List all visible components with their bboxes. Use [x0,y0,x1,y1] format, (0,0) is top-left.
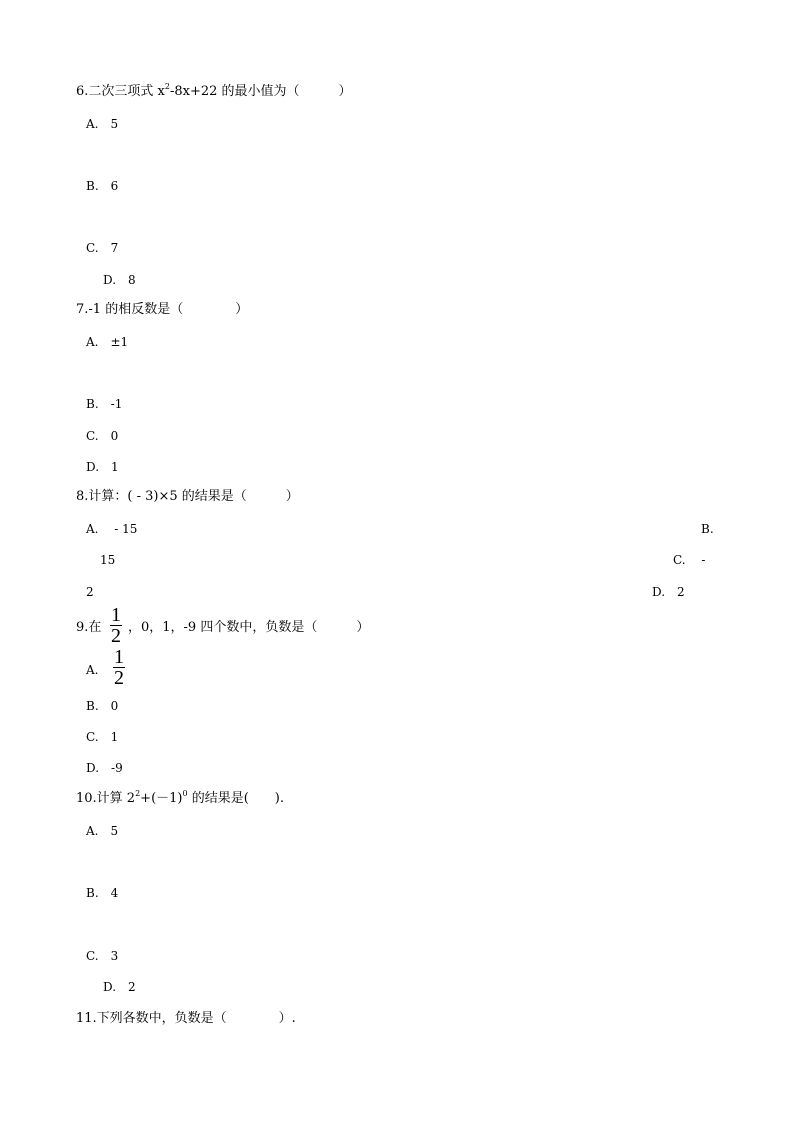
question-8-option-c-label: C. - [673,553,706,567]
question-10-option-c: C. 3 [86,949,119,963]
question-6-option-d: D. 8 [103,273,136,287]
question-9-stem-end: ，0，1，-9 四个数中，负数是（ ） [128,620,370,635]
question-7-option-b: B. -1 [86,397,123,411]
question-8-option-b-label: B. [701,522,714,536]
question-10-option-a: A. 5 [86,824,119,838]
question-8-option-c-value: 2 [86,585,94,599]
question-9-option-c: C. 1 [86,730,119,744]
question-10-option-b: B. 4 [86,886,119,900]
question-6-stem: 6.二次三项式 $x^2-8x+22$ 的最小值为（ ） [76,82,352,99]
question-7-stem: 7.-1 的相反数是（ ） [76,302,249,317]
question-9-fraction: $\frac{1}{2}$ [111,604,121,647]
question-11-stem: 11.下列各数中，负数是（ ）. [76,1011,296,1026]
question-7-option-a: A. ±1 [86,335,129,349]
question-6-option-a: A. 5 [86,117,119,131]
question-9-option-d: D. -9 [86,761,123,775]
question-8-option-d: D. 2 [652,585,685,599]
question-9-option-b: B. 0 [86,699,119,713]
question-8-stem: 8.计算：( - 3)×5 的结果是（ ） [76,489,299,504]
question-7-option-c: C. 0 [86,429,119,443]
question-8-option-a: A. - 15 [86,522,138,536]
question-10-stem: 10.计算 $2^2+(-1)^0$ 的结果是( ). [76,789,284,806]
question-8-option-b-value: 15 [100,553,116,567]
question-6-option-c: C. 7 [86,241,119,255]
question-7-option-d: D. 1 [86,460,119,474]
question-9-option-a-fraction: $\frac{1}{2}$ [114,646,124,689]
question-9-option-a-label: A. [86,663,99,677]
question-6-option-b: B. 6 [86,179,119,193]
question-10-option-d: D. 2 [103,980,136,994]
question-9-stem-start: 9.在 [76,620,102,635]
